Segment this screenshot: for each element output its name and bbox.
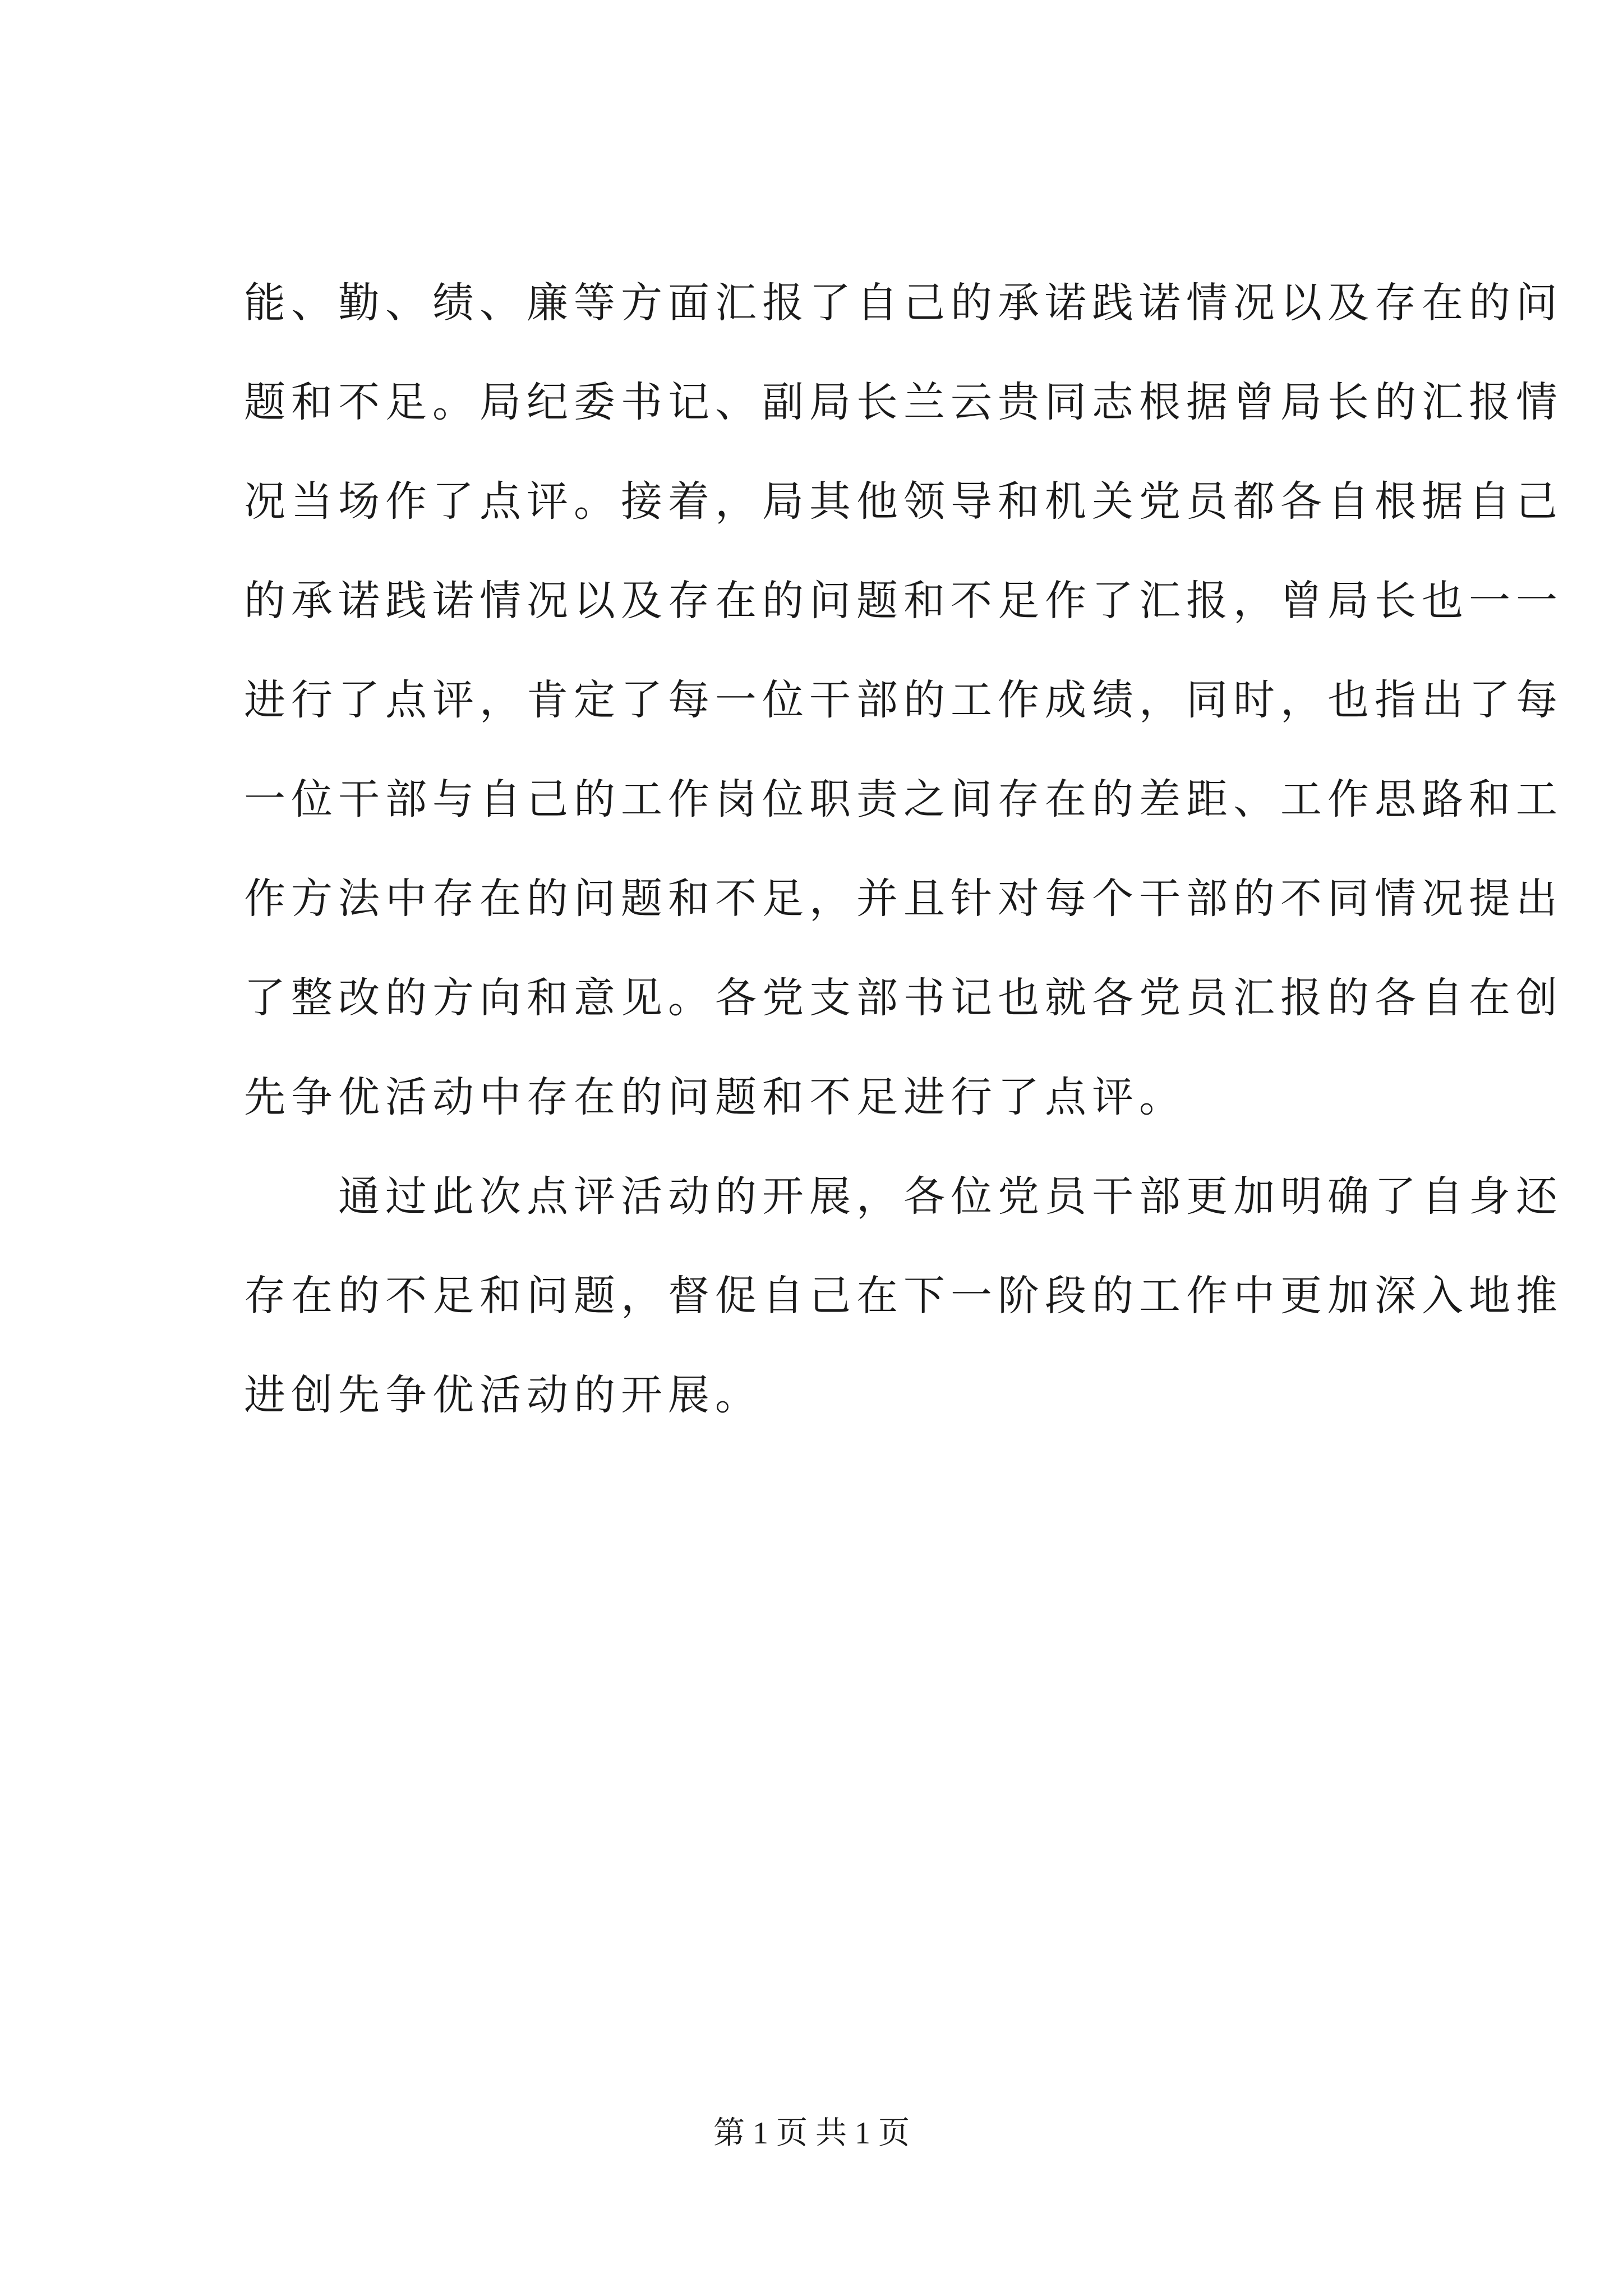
text-line: 进创先争优活动的开展。: [244, 1371, 762, 1419]
document-body: [244, 254, 1563, 1445]
text-line: 先争优活动中存在的问题和不足进行了点评。: [244, 1073, 1186, 1121]
text-line: 一位干部与自己的工作岗位职责之间存在的差距、工作思路和工: [244, 775, 1563, 823]
text-line: 了整改的方向和意见。各党支部书记也就各党员汇报的各自在创: [244, 974, 1563, 1022]
text-line: 的承诺践诺情况以及存在的问题和不足作了汇报，曾局长也一一: [244, 577, 1563, 625]
text-line: 能、勤、绩、廉等方面汇报了自己的承诺践诺情况以及存在的问: [244, 279, 1563, 327]
page-footer: [0, 2114, 1623, 2153]
text-line: 况当场作了点评。接着，局其他领导和机关党员都各自根据自己: [244, 477, 1563, 526]
text-line: 进行了点评，肯定了每一位干部的工作成绩，同时，也指出了每: [244, 676, 1563, 724]
page-number-label: 第 1 页 共 1 页: [713, 2116, 910, 2151]
text-line: 题和不足。局纪委书记、副局长兰云贵同志根据曾局长的汇报情: [244, 378, 1563, 426]
text-line: 存在的不足和问题，督促自己在下一阶段的工作中更加深入地推: [244, 1272, 1563, 1320]
text-line: 通过此次点评活动的开展，各位党员干部更加明确了自身还: [244, 1172, 1563, 1221]
text-line: 作方法中存在的问题和不足，并且针对每个干部的不同情况提出: [244, 875, 1563, 923]
